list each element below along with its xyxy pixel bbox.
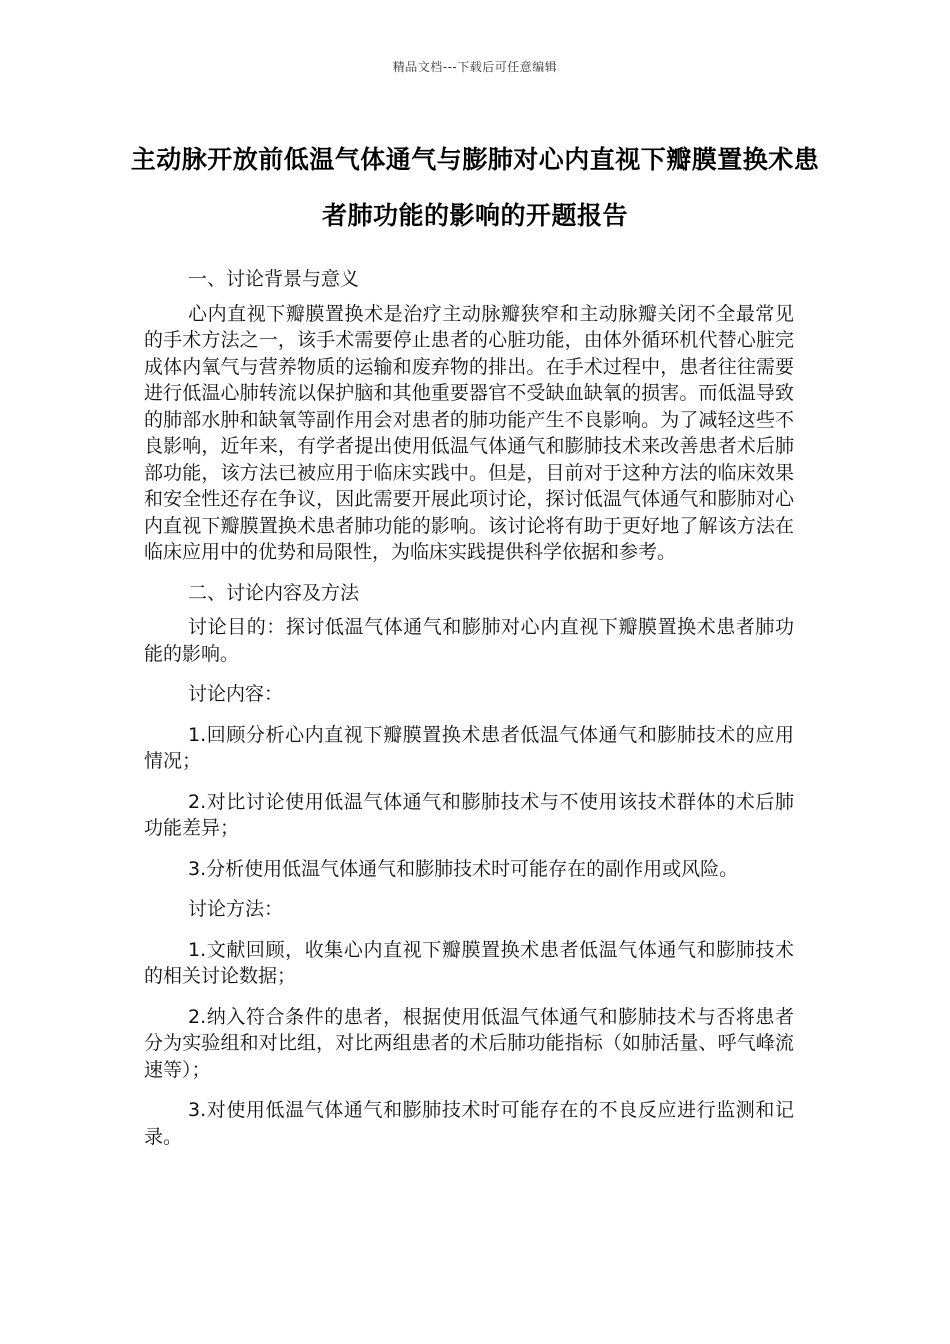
method-item-2: 2.纳入符合条件的患者，根据使用低温气体通气和膨肺技术与否将患者分为实验组和对比组，对比两组患者的术后肺功能指标（如肺活量、呼气峰流速等）； bbox=[144, 1005, 794, 1081]
header-note: 精品文档---下载后可任意编辑 bbox=[392, 60, 558, 74]
content-item-1: 1.回顾分析心内直视下瓣膜置换术患者低温气体通气和膨肺技术的应用情况； bbox=[144, 723, 794, 772]
section-heading-background: 一、讨论背景与意义 bbox=[188, 268, 360, 290]
document-title: 主动脉开放前低温气体通气与膨肺对心内直视下瓣膜置换术患者肺功能的影响的开题报告 bbox=[130, 145, 820, 230]
method-item-3: 3.对使用低温气体通气和膨肺技术时可能存在的不良反应进行监测和记录。 bbox=[144, 1099, 794, 1148]
method-item-1: 1.文献回顾，收集心内直视下瓣膜置换术患者低温气体通气和膨肺技术的相关讨论数据； bbox=[144, 938, 794, 987]
document-body bbox=[144, 266, 794, 1164]
section-heading-content-method: 二、讨论内容及方法 bbox=[188, 581, 360, 604]
paragraph-background: 心内直视下瓣膜置换术是治疗主动脉瓣狭窄和主动脉瓣关闭不全最常见的手术方法之一，该手术需要停止患者的心脏功能，由体外循环机代替心脏完成体内氧气与营养物质的运输和废弃物的排出。在手术过程中，患者往往需要进行低温心肺转流以保护脑和其他重要器官不受缺血缺氧的损害。而低温导致的肺部水肿和缺氧等副作用会对患者的肺功能产生不良影响。为了减轻这些不良影响，近年来，有学者提出使用低温气体通气和膨肺技术来改善患者术后肺部功能，该方法已被应用于临床实践中。但是，目前对于这种方法的临床效果和安全性还存在争议，因此需要开展此项讨论，探讨低温气体通气和膨肺对心内直视下瓣膜置换术患者肺功能的影响。该讨论将有助于更好地了解该方法在临床应用中的优势和局限性，为临床实践提供科学依据和参考。 bbox=[144, 302, 794, 563]
content-item-3: 3.分析使用低温气体通气和膨肺技术时可能存在的副作用或风险。 bbox=[188, 857, 739, 880]
label-content: 讨论内容： bbox=[188, 683, 284, 705]
paragraph-purpose: 讨论目的：探讨低温气体通气和膨肺对心内直视下瓣膜置换术患者肺功能的影响。 bbox=[144, 616, 794, 665]
label-method: 讨论方法： bbox=[188, 898, 284, 920]
content-item-2: 2.对比讨论使用低温气体通气和膨肺技术与不使用该技术群体的术后肺功能差异； bbox=[144, 790, 794, 839]
